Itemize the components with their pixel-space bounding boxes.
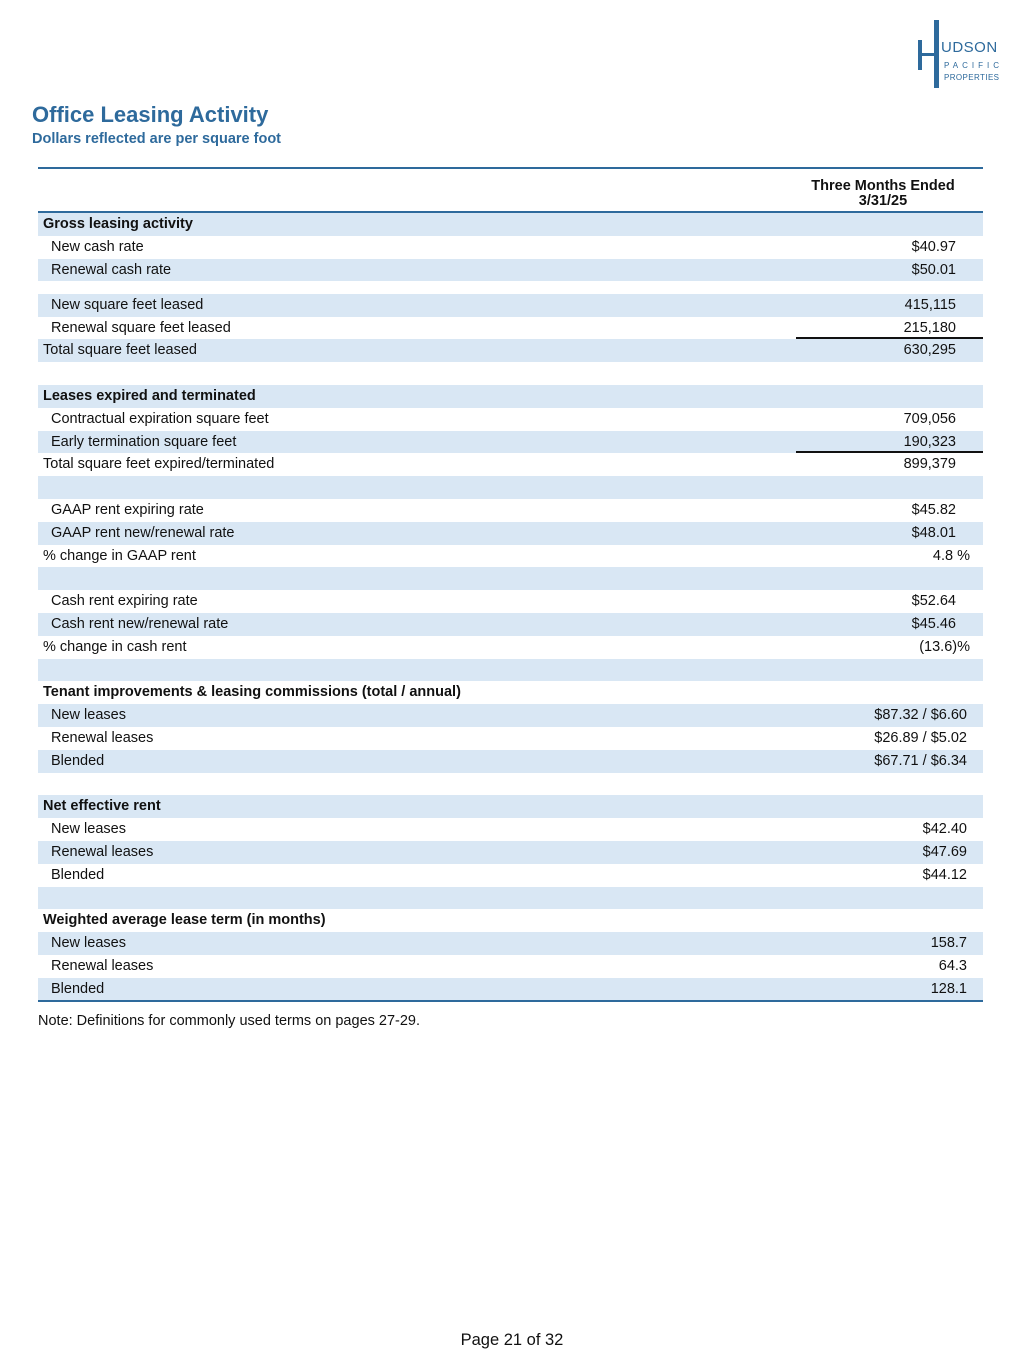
row-label: Renewal leases (51, 957, 154, 974)
row-value: $45.46 (911, 615, 956, 632)
row-label: Weighted average lease term (in months) (43, 912, 326, 929)
row-label: Gross leasing activity (43, 216, 193, 232)
row-label: Tenant improvements & leasing commissions (total / annual) (43, 684, 461, 701)
table-row (38, 818, 983, 841)
table-row (38, 431, 983, 454)
company-logo (914, 20, 1004, 90)
spacer-row (38, 887, 983, 910)
row-value: 215,180 (903, 319, 956, 336)
row-label: New leases (51, 821, 126, 838)
section-heading (38, 681, 983, 704)
table-row (38, 294, 983, 317)
row-value: $45.82 (911, 501, 956, 518)
row-value: 158.7 (930, 935, 967, 952)
leasing-table (38, 167, 983, 1002)
spacer-row (38, 567, 983, 590)
table-row (38, 704, 983, 727)
logo-word-properties: PROPERTIES (944, 73, 1000, 82)
row-value: 630,295 (903, 342, 956, 359)
row-value: $50.01 (911, 261, 956, 278)
row-value: $48.01 (911, 524, 956, 541)
section-heading (38, 795, 983, 818)
total-row (38, 636, 983, 659)
total-row (38, 453, 983, 476)
row-label: Total square feet expired/terminated (43, 456, 275, 473)
table-row (38, 522, 983, 545)
row-label: Early termination square feet (51, 433, 237, 450)
row-label: Renewal square feet leased (51, 319, 231, 336)
section-heading (38, 385, 983, 408)
row-value: 128.1 (930, 980, 967, 997)
row-label: Blended (51, 980, 105, 997)
table-header (38, 169, 983, 213)
row-label: Net effective rent (43, 798, 161, 815)
row-label: Renewal cash rate (51, 261, 172, 278)
page-title: Office Leasing Activity (32, 102, 269, 127)
logo-word-hudson: UDSON (941, 39, 998, 56)
row-label: New leases (51, 707, 126, 724)
page-subtitle: Dollars reflected are per square foot (32, 131, 281, 147)
spacer-row (38, 281, 983, 293)
table-row (38, 932, 983, 955)
row-label: % change in GAAP rent (43, 547, 196, 564)
row-label: Renewal leases (51, 729, 154, 746)
row-label: Blended (51, 866, 105, 883)
row-value: 899,379 (903, 456, 956, 473)
definitions-note: Note: Definitions for commonly used terms on pages 27-29. (38, 1013, 421, 1029)
table-row (38, 259, 983, 282)
section-heading (38, 909, 983, 932)
table-row (38, 236, 983, 259)
logo-h-right-stroke (934, 20, 939, 88)
row-label: New leases (51, 935, 126, 952)
row-value: 4.8 % (932, 547, 970, 564)
row-value: $44.12 (922, 866, 967, 883)
row-value: $42.40 (922, 821, 967, 838)
table-row (38, 978, 983, 1001)
row-label: Blended (51, 752, 105, 769)
row-value: $67.71 / $6.34 (874, 752, 967, 769)
section-heading (38, 213, 983, 236)
row-value: 709,056 (903, 410, 956, 427)
table-row (38, 590, 983, 613)
row-label: % change in cash rent (43, 638, 187, 655)
row-label: Renewal leases (51, 843, 154, 860)
total-row (38, 545, 983, 568)
row-value: $52.64 (911, 593, 956, 610)
column-header-line1: Three Months Ended (811, 178, 955, 194)
row-label: Cash rent new/renewal rate (51, 615, 229, 632)
row-value: $40.97 (911, 238, 956, 255)
table-row (38, 613, 983, 636)
row-value: 190,323 (903, 433, 956, 450)
table-row (38, 499, 983, 522)
row-value: $26.89 / $5.02 (874, 729, 967, 746)
page-number: Page 21 of 32 (460, 1331, 564, 1349)
table-bottom-rule (38, 1000, 983, 1002)
table-row (38, 841, 983, 864)
table-row (38, 727, 983, 750)
row-value: $87.32 / $6.60 (874, 707, 967, 724)
row-label: New square feet leased (51, 296, 204, 313)
spacer-row (38, 659, 983, 682)
column-header-line2: 3/31/25 (858, 193, 908, 209)
row-value: (13.6)% (919, 638, 970, 655)
table-row (38, 750, 983, 773)
spacer-row (38, 362, 983, 385)
table-row (38, 955, 983, 978)
row-value: 415,115 (904, 296, 956, 313)
spacer-row (38, 476, 983, 499)
row-label: New cash rate (51, 238, 144, 255)
table-row (38, 317, 983, 340)
row-label: Total square feet leased (43, 342, 197, 359)
table-row (38, 408, 983, 431)
row-label: GAAP rent expiring rate (51, 501, 204, 518)
row-label: Contractual expiration square feet (51, 410, 269, 427)
row-value: 64.3 (938, 957, 967, 974)
total-row (38, 339, 983, 362)
row-label: Leases expired and terminated (43, 387, 256, 404)
row-label: Cash rent expiring rate (51, 593, 198, 610)
column-header (783, 179, 983, 209)
spacer-row (38, 773, 983, 796)
row-value: $47.69 (922, 843, 967, 860)
row-label: GAAP rent new/renewal rate (51, 524, 235, 541)
logo-word-pacific: PACIFIC (944, 61, 1003, 70)
table-row (38, 864, 983, 887)
